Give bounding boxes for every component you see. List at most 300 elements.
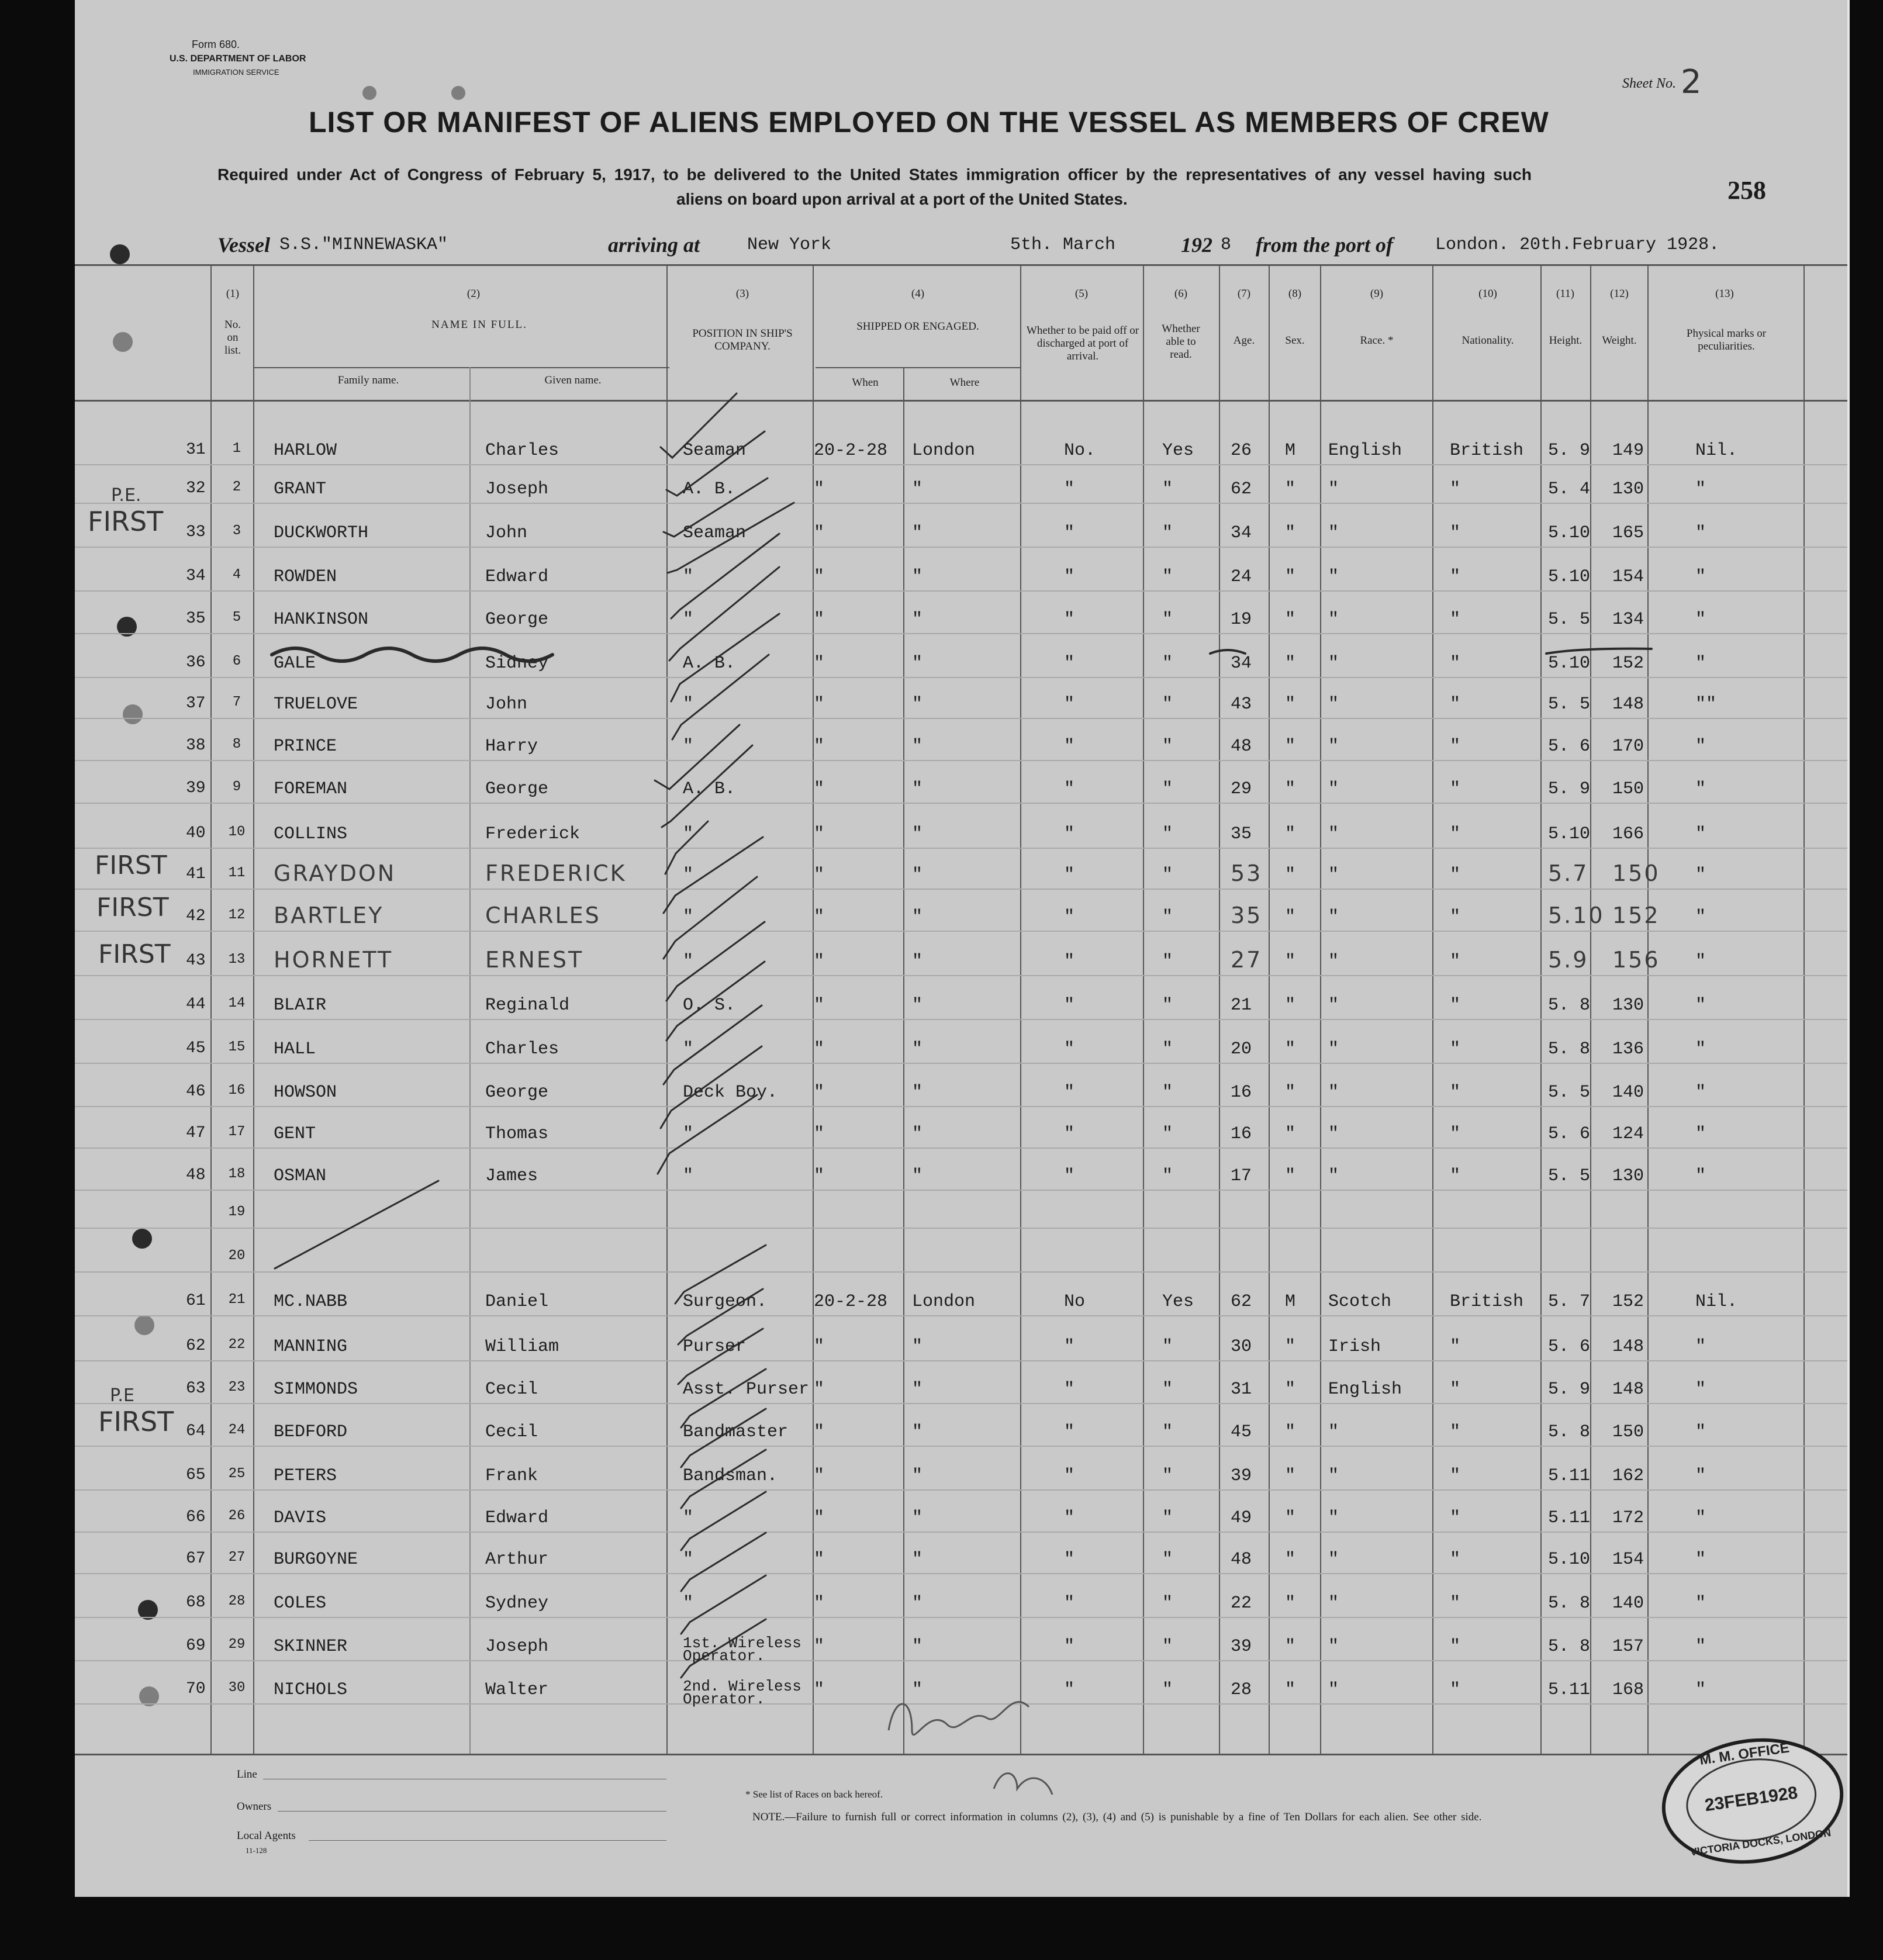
cell-height: 5. 7 bbox=[1548, 1292, 1591, 1312]
cell-height: 5.9 bbox=[1548, 947, 1589, 973]
vessel-label: Vessel bbox=[217, 233, 270, 257]
cell-read: " bbox=[1162, 1380, 1173, 1399]
cell-given: Joseph bbox=[485, 479, 549, 499]
cell-sex: M bbox=[1285, 441, 1296, 461]
cell-family: DUCKWORTH bbox=[274, 523, 369, 543]
cell-where: " bbox=[912, 694, 923, 714]
cell-age: 27 bbox=[1231, 947, 1263, 973]
cell-weight: 150 bbox=[1612, 779, 1644, 799]
cell-sex: " bbox=[1285, 824, 1296, 844]
cell-height: 5. 9 bbox=[1548, 1380, 1591, 1399]
footer-agents-label: Local Agents bbox=[237, 1830, 296, 1842]
cell-no: 3 bbox=[232, 523, 241, 539]
cell-age: 62 bbox=[1231, 479, 1252, 499]
cell-age: 48 bbox=[1231, 737, 1252, 756]
arrival-port: New York bbox=[747, 235, 832, 255]
cell-paid: " bbox=[1064, 779, 1075, 799]
cell-family: FOREMAN bbox=[274, 779, 348, 799]
cell-left: 35 bbox=[186, 610, 206, 628]
cell-age: 30 bbox=[1231, 1337, 1252, 1357]
cell-no: 25 bbox=[228, 1466, 246, 1482]
cell-nationality: " bbox=[1450, 1083, 1461, 1102]
cell-race: " bbox=[1328, 694, 1339, 714]
cell-race: Scotch bbox=[1328, 1292, 1392, 1312]
cell-where: " bbox=[912, 1124, 923, 1144]
cell-weight: 156 bbox=[1612, 947, 1660, 973]
cell-paid: No bbox=[1064, 1292, 1086, 1312]
cell-no: 4 bbox=[232, 567, 241, 583]
cell-race: " bbox=[1328, 1083, 1339, 1102]
cell-where: " bbox=[912, 610, 923, 630]
cell-race: " bbox=[1328, 1124, 1339, 1144]
col4-header: SHIPPED OR ENGAGED. bbox=[856, 320, 979, 333]
cell-age: 22 bbox=[1231, 1593, 1252, 1613]
cell-height: 5. 6 bbox=[1548, 737, 1591, 756]
cell-when: " bbox=[814, 523, 825, 543]
cell-weight: 148 bbox=[1612, 1337, 1644, 1357]
cell-given: William bbox=[485, 1337, 559, 1357]
cell-where: " bbox=[912, 1637, 923, 1657]
cell-nationality: " bbox=[1450, 907, 1461, 927]
cell-when: " bbox=[814, 1337, 825, 1357]
cell-where: " bbox=[912, 995, 923, 1015]
cell-paid: " bbox=[1064, 1166, 1075, 1186]
cell-nationality: " bbox=[1450, 1593, 1461, 1613]
cell-no: 22 bbox=[228, 1337, 246, 1353]
cell-where: " bbox=[912, 737, 923, 756]
cell-read: Yes bbox=[1162, 441, 1194, 461]
cell-position: " bbox=[683, 865, 694, 885]
cell-position: Seaman bbox=[683, 441, 747, 461]
cell-weight: 124 bbox=[1612, 1124, 1644, 1144]
cell-position: A. B. bbox=[683, 779, 736, 799]
cell-left: 44 bbox=[186, 995, 206, 1014]
cell-race: " bbox=[1328, 779, 1339, 799]
cell-when: " bbox=[814, 907, 825, 927]
col3-number: (3) bbox=[735, 288, 749, 300]
cell-position: Surgeon. bbox=[683, 1292, 768, 1312]
cell-position: 2nd. Wireless Operator. bbox=[683, 1678, 801, 1708]
cell-sex: " bbox=[1285, 1637, 1296, 1657]
cell-marks: " bbox=[1695, 1380, 1706, 1399]
cell-family: GALE bbox=[274, 654, 316, 673]
cell-read: " bbox=[1162, 1124, 1173, 1144]
cell-given: Walter bbox=[485, 1680, 549, 1700]
cell-left: 43 bbox=[186, 952, 206, 970]
cell-when: 20-2-28 bbox=[814, 441, 888, 461]
cell-left: 32 bbox=[186, 479, 206, 497]
cell-no: 16 bbox=[228, 1083, 246, 1098]
cell-family: BARTLEY bbox=[274, 903, 384, 928]
cell-given: George bbox=[485, 779, 549, 799]
cell-left: 42 bbox=[186, 907, 206, 925]
cell-marks: " bbox=[1695, 1637, 1706, 1657]
cell-position: Seaman bbox=[683, 523, 747, 543]
cell-family: BLAIR bbox=[274, 995, 327, 1015]
cell-position: " bbox=[683, 907, 694, 927]
cell-nationality: " bbox=[1450, 1508, 1461, 1528]
cell-nationality: " bbox=[1450, 952, 1461, 972]
cell-when: " bbox=[814, 1422, 825, 1442]
cell-position: " bbox=[683, 694, 694, 714]
cell-paid: " bbox=[1064, 610, 1075, 630]
margin-note-pe: P.E bbox=[110, 1385, 134, 1406]
cell-when: " bbox=[814, 1083, 825, 1102]
cell-when: " bbox=[814, 779, 825, 799]
cell-race: " bbox=[1328, 1039, 1339, 1059]
cell-height: 5. 5 bbox=[1548, 610, 1591, 630]
cell-paid: " bbox=[1064, 1466, 1075, 1486]
cell-when: " bbox=[814, 1550, 825, 1570]
cell-read: " bbox=[1162, 865, 1173, 885]
cell-race: " bbox=[1328, 824, 1339, 844]
footer-note: NOTE.—Failure to furnish full or correct information in columns (2), (3), (4) and (5) is punishable by a fine of Ten Dollars for each alien. See other side. bbox=[752, 1811, 1482, 1823]
cell-left: 65 bbox=[186, 1466, 206, 1484]
cell-left: 36 bbox=[186, 654, 206, 672]
cell-read: " bbox=[1162, 1550, 1173, 1570]
cell-no: 19 bbox=[228, 1204, 246, 1220]
cell-sex: " bbox=[1285, 1039, 1296, 1059]
cell-given: James bbox=[485, 1166, 538, 1186]
cell-paid: " bbox=[1064, 1083, 1075, 1102]
cell-race: " bbox=[1328, 654, 1339, 673]
margin-note-first: FIRST bbox=[98, 939, 171, 969]
cell-weight: 140 bbox=[1612, 1593, 1644, 1613]
cell-marks: " bbox=[1695, 779, 1706, 799]
cell-weight: 149 bbox=[1612, 441, 1644, 461]
cell-age: 17 bbox=[1231, 1166, 1252, 1186]
margin-note-first: FIRST bbox=[88, 506, 164, 537]
cell-no: 24 bbox=[228, 1422, 246, 1438]
cell-sex: " bbox=[1285, 1124, 1296, 1144]
stamp-bottom-text: VICTORIA DOCKS, LONDON bbox=[1689, 1826, 1832, 1858]
cell-height: 5.7 bbox=[1548, 860, 1589, 886]
cell-left: 38 bbox=[186, 737, 206, 755]
cell-read: " bbox=[1162, 654, 1173, 673]
cell-given: Frederick bbox=[485, 824, 581, 844]
cell-height: 5. 9 bbox=[1548, 779, 1591, 799]
margin-note-first: FIRST bbox=[98, 1406, 174, 1437]
cell-given: Daniel bbox=[485, 1292, 549, 1312]
cell-position: " bbox=[683, 1593, 694, 1613]
cell-paid: " bbox=[1064, 952, 1075, 972]
cell-where: " bbox=[912, 1337, 923, 1357]
cell-race: " bbox=[1328, 610, 1339, 630]
cell-paid: " bbox=[1064, 1637, 1075, 1657]
cell-no: 23 bbox=[228, 1380, 246, 1395]
cell-position: Asst. Purser bbox=[683, 1380, 810, 1399]
cell-age: 29 bbox=[1231, 779, 1252, 799]
cell-family: COLES bbox=[274, 1593, 327, 1613]
cell-no: 17 bbox=[228, 1124, 246, 1140]
cell-given: Cecil bbox=[485, 1380, 538, 1399]
cell-read: " bbox=[1162, 610, 1173, 630]
cell-family: HANKINSON bbox=[274, 610, 369, 630]
cell-position: " bbox=[683, 1550, 694, 1570]
cell-height: 5.11 bbox=[1548, 1466, 1591, 1486]
cell-nationality: " bbox=[1450, 737, 1461, 756]
cell-position: " bbox=[683, 1508, 694, 1528]
cell-age: 31 bbox=[1231, 1380, 1252, 1399]
cell-position: " bbox=[683, 1166, 694, 1186]
cell-no: 12 bbox=[228, 907, 246, 923]
cell-marks: " bbox=[1695, 824, 1706, 844]
footer-form-code: 11-128 bbox=[246, 1846, 267, 1855]
cell-position: Bandmaster bbox=[683, 1422, 789, 1442]
col7-header: Age. bbox=[1233, 334, 1255, 347]
cell-read: " bbox=[1162, 1337, 1173, 1357]
cell-read: " bbox=[1162, 1637, 1173, 1657]
cell-nationality: " bbox=[1450, 1124, 1461, 1144]
cell-age: 16 bbox=[1231, 1124, 1252, 1144]
cell-when: " bbox=[814, 1680, 825, 1700]
cell-where: " bbox=[912, 779, 923, 799]
cell-weight: 162 bbox=[1612, 1466, 1644, 1486]
cell-age: 26 bbox=[1231, 441, 1252, 461]
col9-header: Race. * bbox=[1360, 334, 1394, 347]
cell-paid: " bbox=[1064, 567, 1075, 587]
col4-when-header: When bbox=[852, 376, 879, 389]
cell-race: " bbox=[1328, 479, 1339, 499]
cell-when: " bbox=[814, 1508, 825, 1528]
cell-race: English bbox=[1328, 1380, 1402, 1399]
cell-when: " bbox=[814, 1124, 825, 1144]
col13-number: (13) bbox=[1715, 288, 1734, 300]
cell-family: HORNETT bbox=[274, 947, 393, 973]
cell-nationality: " bbox=[1450, 1337, 1461, 1357]
cell-race: " bbox=[1328, 1593, 1339, 1613]
cell-nationality: " bbox=[1450, 479, 1461, 499]
cell-family: PETERS bbox=[274, 1466, 337, 1486]
origin-port: London. 20th.February 1928. bbox=[1435, 235, 1720, 255]
subtitle-line-1: Required under Act of Congress of February 5, 1917, to be delivered to the United States immigration officer by the representatives of any vessel having such bbox=[217, 165, 1532, 184]
cell-when: " bbox=[814, 952, 825, 972]
cell-when: " bbox=[814, 824, 825, 844]
cell-given: John bbox=[485, 523, 528, 543]
cell-no: 26 bbox=[228, 1508, 246, 1524]
margin-note-first: FIRST bbox=[95, 851, 167, 880]
cell-given: Joseph bbox=[485, 1637, 549, 1657]
subtitle-line-2: aliens on board upon arrival at a port of the United States. bbox=[676, 190, 1128, 208]
cell-when: " bbox=[814, 694, 825, 714]
cell-left: 47 bbox=[186, 1124, 206, 1142]
cell-read: " bbox=[1162, 737, 1173, 756]
cell-weight: 150 bbox=[1612, 1422, 1644, 1442]
margin-note-first: FIRST bbox=[96, 893, 169, 922]
cell-nationality: " bbox=[1450, 824, 1461, 844]
service-name: IMMIGRATION SERVICE bbox=[193, 68, 279, 77]
col6-header: Whether able to read. bbox=[1162, 323, 1200, 361]
cell-height: 5. 5 bbox=[1548, 1083, 1591, 1102]
cell-race: " bbox=[1328, 865, 1339, 885]
cell-weight: 166 bbox=[1612, 824, 1644, 844]
cell-paid: " bbox=[1064, 907, 1075, 927]
cell-family: ROWDEN bbox=[274, 567, 337, 587]
cell-sex: " bbox=[1285, 952, 1296, 972]
cell-read: " bbox=[1162, 523, 1173, 543]
cell-paid: " bbox=[1064, 1550, 1075, 1570]
cell-height: 5. 8 bbox=[1548, 995, 1591, 1015]
footer-line-label: Line bbox=[237, 1768, 257, 1781]
cell-left: 48 bbox=[186, 1166, 206, 1184]
cell-marks: " bbox=[1695, 1680, 1706, 1700]
cell-height: 5.10 bbox=[1548, 1550, 1591, 1570]
cell-height: 5. 8 bbox=[1548, 1593, 1591, 1613]
cell-sex: " bbox=[1285, 523, 1296, 543]
cell-age: 62 bbox=[1231, 1292, 1252, 1312]
cell-paid: " bbox=[1064, 995, 1075, 1015]
cell-sex: " bbox=[1285, 1466, 1296, 1486]
cell-position: " bbox=[683, 1124, 694, 1144]
cell-race: " bbox=[1328, 907, 1339, 927]
cell-given: CHARLES bbox=[485, 903, 601, 928]
cell-marks: " bbox=[1695, 737, 1706, 756]
cell-given: Frank bbox=[485, 1466, 538, 1486]
col5-header: Whether to be paid off or discharged at port of arrival. bbox=[1026, 324, 1139, 362]
cell-when: " bbox=[814, 1466, 825, 1486]
cell-race: " bbox=[1328, 1680, 1339, 1700]
cell-left: 34 bbox=[186, 567, 206, 585]
cell-paid: " bbox=[1064, 1380, 1075, 1399]
cell-read: " bbox=[1162, 1083, 1173, 1102]
cell-age: 35 bbox=[1231, 824, 1252, 844]
cell-family: SKINNER bbox=[274, 1637, 348, 1657]
form-number: Form 680. bbox=[192, 39, 240, 50]
cell-family: MC.NABB bbox=[274, 1292, 348, 1312]
cell-read: Yes bbox=[1162, 1292, 1194, 1312]
cell-marks: " bbox=[1695, 654, 1706, 673]
cell-where: " bbox=[912, 865, 923, 885]
cell-paid: " bbox=[1064, 694, 1075, 714]
cell-weight: 148 bbox=[1612, 1380, 1644, 1399]
cell-where: " bbox=[912, 907, 923, 927]
cell-left: 66 bbox=[186, 1508, 206, 1526]
arrival-date: 5th. March bbox=[1010, 235, 1116, 255]
cell-age: 35 bbox=[1231, 903, 1263, 928]
cell-sex: " bbox=[1285, 907, 1296, 927]
cell-when: " bbox=[814, 479, 825, 499]
col12-number: (12) bbox=[1610, 288, 1629, 300]
stamp-date: 23FEB1928 bbox=[1704, 1783, 1799, 1816]
cell-weight: 152 bbox=[1612, 903, 1660, 928]
cell-given: FREDERICK bbox=[485, 860, 627, 886]
cell-where: " bbox=[912, 1466, 923, 1486]
cell-weight: 170 bbox=[1612, 737, 1644, 756]
cell-marks: " bbox=[1695, 865, 1706, 885]
cell-paid: " bbox=[1064, 865, 1075, 885]
cell-age: 24 bbox=[1231, 567, 1252, 587]
col9-number: (9) bbox=[1370, 288, 1384, 300]
cell-height: 5. 4 bbox=[1548, 479, 1591, 499]
cell-left: 40 bbox=[186, 824, 206, 842]
cell-marks: "" bbox=[1695, 694, 1717, 714]
cell-nationality: " bbox=[1450, 1637, 1461, 1657]
cell-weight: 165 bbox=[1612, 523, 1644, 543]
department-name: U.S. DEPARTMENT OF LABOR bbox=[170, 54, 306, 64]
col2-family-header: Family name. bbox=[337, 374, 399, 386]
footer-owners-label: Owners bbox=[237, 1800, 272, 1813]
cell-read: " bbox=[1162, 1466, 1173, 1486]
cell-when: " bbox=[814, 1380, 825, 1399]
cell-left: 45 bbox=[186, 1039, 206, 1057]
cell-no: 9 bbox=[232, 779, 241, 795]
col13-header: Physical marks or peculiarities. bbox=[1686, 327, 1767, 352]
cell-position: " bbox=[683, 610, 694, 630]
cell-age: 34 bbox=[1231, 654, 1252, 673]
cell-read: " bbox=[1162, 952, 1173, 972]
cell-given: Edward bbox=[485, 1508, 549, 1528]
cell-nationality: " bbox=[1450, 995, 1461, 1015]
cell-when: " bbox=[814, 610, 825, 630]
cell-read: " bbox=[1162, 779, 1173, 799]
cell-read: " bbox=[1162, 995, 1173, 1015]
cell-marks: " bbox=[1695, 479, 1706, 499]
cell-weight: 140 bbox=[1612, 1083, 1644, 1102]
cell-no: 30 bbox=[228, 1680, 246, 1696]
cell-sex: " bbox=[1285, 995, 1296, 1015]
cell-sex: " bbox=[1285, 779, 1296, 799]
cell-left: 67 bbox=[186, 1550, 206, 1568]
cell-race: " bbox=[1328, 995, 1339, 1015]
cell-position: " bbox=[683, 952, 694, 972]
cell-when: 20-2-28 bbox=[814, 1292, 888, 1312]
cell-sex: " bbox=[1285, 567, 1296, 587]
cell-when: " bbox=[814, 654, 825, 673]
cell-height: 5.10 bbox=[1548, 903, 1605, 928]
cell-where: " bbox=[912, 567, 923, 587]
cell-position: Bandsman. bbox=[683, 1466, 778, 1486]
cell-family: GRANT bbox=[274, 479, 327, 499]
col4-where-header: Where bbox=[949, 376, 980, 389]
cell-left: 39 bbox=[186, 779, 206, 797]
cell-position: A. B. bbox=[683, 654, 736, 673]
cell-weight: 172 bbox=[1612, 1508, 1644, 1528]
cell-sex: " bbox=[1285, 1550, 1296, 1570]
sheet-label: Sheet No. bbox=[1622, 76, 1676, 91]
cell-age: 53 bbox=[1231, 860, 1263, 886]
cell-when: " bbox=[814, 567, 825, 587]
cell-race: " bbox=[1328, 952, 1339, 972]
cell-family: MANNING bbox=[274, 1337, 348, 1357]
cell-no: 14 bbox=[228, 995, 246, 1011]
cell-height: 5.10 bbox=[1548, 523, 1591, 543]
cell-left: 33 bbox=[186, 523, 206, 541]
cell-read: " bbox=[1162, 1166, 1173, 1186]
cell-age: 19 bbox=[1231, 610, 1252, 630]
arriving-label: arriving at bbox=[608, 233, 700, 257]
cell-no: 8 bbox=[232, 737, 241, 752]
cell-weight: 130 bbox=[1612, 1166, 1644, 1186]
cell-where: " bbox=[912, 1508, 923, 1528]
cell-family: COLLINS bbox=[274, 824, 348, 844]
stamp-top-text: M. M. OFFICE bbox=[1698, 1740, 1791, 1768]
cell-race: " bbox=[1328, 523, 1339, 543]
cell-paid: " bbox=[1064, 1508, 1075, 1528]
cell-nationality: " bbox=[1450, 567, 1461, 587]
cell-nationality: " bbox=[1450, 1039, 1461, 1059]
cell-given: Charles bbox=[485, 441, 559, 461]
cell-no: 13 bbox=[228, 952, 246, 967]
cell-height: 5. 5 bbox=[1548, 694, 1591, 714]
cell-left: 63 bbox=[186, 1380, 206, 1398]
cell-where: London bbox=[912, 441, 976, 461]
cell-weight: 136 bbox=[1612, 1039, 1644, 1059]
cell-sex: M bbox=[1285, 1292, 1296, 1312]
cell-marks: " bbox=[1695, 952, 1706, 972]
col12-header: Weight. bbox=[1602, 334, 1637, 347]
cell-paid: No. bbox=[1064, 441, 1096, 461]
cell-when: " bbox=[814, 1637, 825, 1657]
